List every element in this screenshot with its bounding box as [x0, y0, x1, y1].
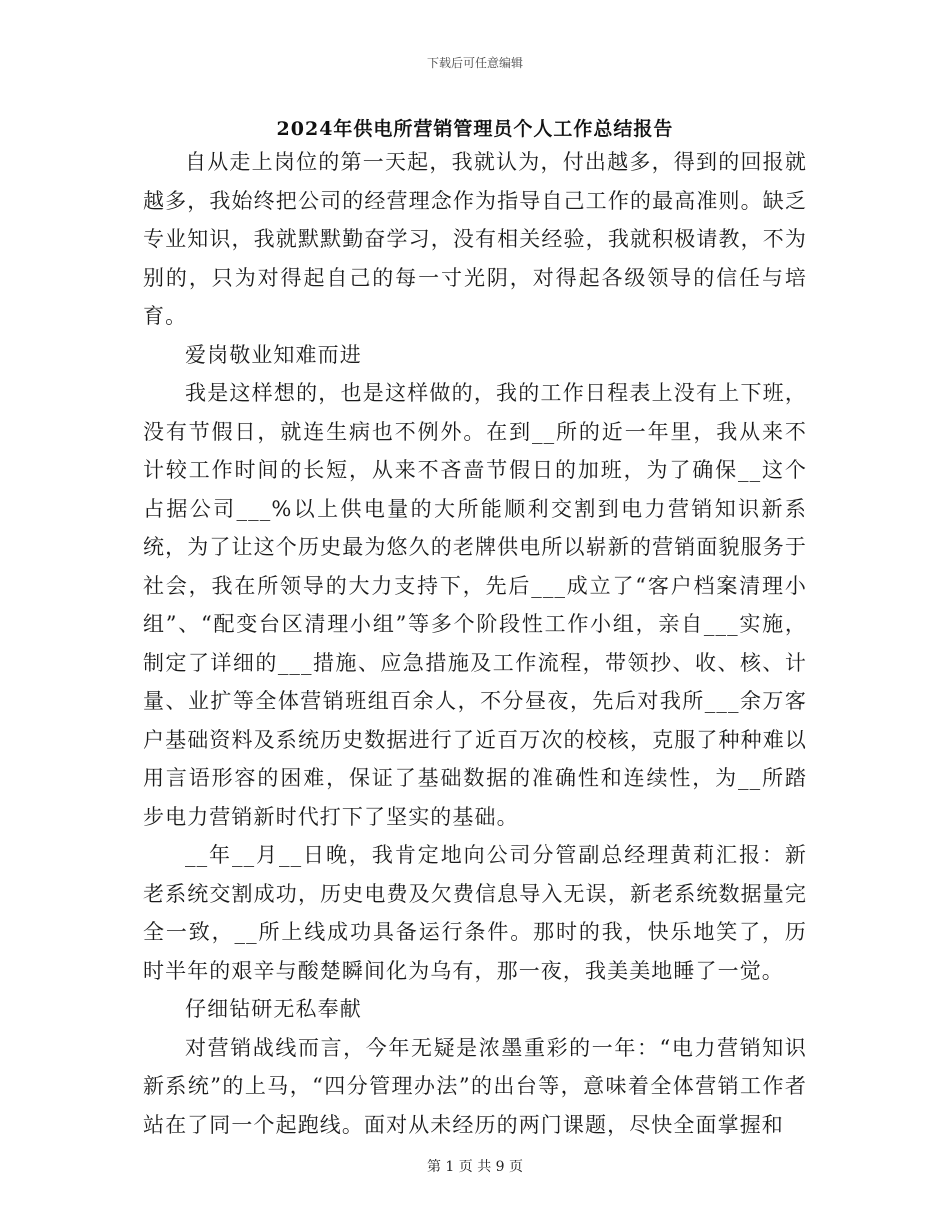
paragraph-body-2: __年__月__日晚，我肯定地向公司分管副总经理黄莉汇报：新老系统交割成功，历史电费及欠费信息导入无误，新老系统数据量完全一致，__所上线成功具备运行条件。那时的我，快乐地笑了，历时半年的艰辛与酸楚瞬间化为乌有，那一夜，我美美地睡了一觉。	[143, 843, 807, 983]
paragraph-intro: 自从走上岗位的第一天起，我就认为，付出越多，得到的回报就越多，我始终把公司的经营理念作为指导自己工作的最高准则。缺乏专业知识，我就默默勤奋学习，没有相关经验，我就积极请教，不为别的，只为对得起自己的每一寸光阴，对得起各级领导的信任与培育。	[143, 150, 807, 328]
document-title: 2024年供电所营销管理员个人工作总结报告	[276, 118, 674, 140]
paragraph-body-1: 我是这样想的，也是这样做的，我的工作日程表上没有上下班，没有节假日，就连生病也不例外。在到__所的近一年里，我从来不计较工作时间的长短，从来不吝啬节假日的加班，为了确保__这个占据公司___%以上供电量的大所能顺利交割到电力营销知识新系统，为了让这个历史最为悠久的老牌供电所以崭新的营销面貌服务于社会，我在所领导的大力支持下，先后___成立了“客户档案清理小组”、“配变台区清理小组”等多个阶段性工作小组，亲自___实施，制定了详细的___措施、应急措施及工作流程，带领抄、收、核、计量、业扩等全体营销班组百余人，不分昼夜，先后对我所___余万客户基础资料及系统历史数据进行了近百万次的校核，克服了种种难以用言语形容的困难，保证了基础数据的准确性和连续性，为__所踏步电力营销新时代打下了坚实的基础。	[143, 381, 807, 829]
section-heading-1: 爱岗敬业知难而进	[185, 342, 362, 367]
page-number: 第 1 页 共 9 页	[426, 1159, 524, 1175]
document-body	[143, 143, 807, 1144]
paragraph-body-3: 对营销战线而言，今年无疑是浓墨重彩的一年：“电力营销知识新系统”的上马，“四分管理办法”的出台等，意味着全体营销工作者站在了同一个起跑线。面对从未经历的两门课题，尽快全面掌握和	[143, 1035, 807, 1137]
page-header: 下载后可任意编辑	[426, 56, 523, 70]
section-heading-2: 仔细钻研无私奉献	[185, 997, 362, 1021]
